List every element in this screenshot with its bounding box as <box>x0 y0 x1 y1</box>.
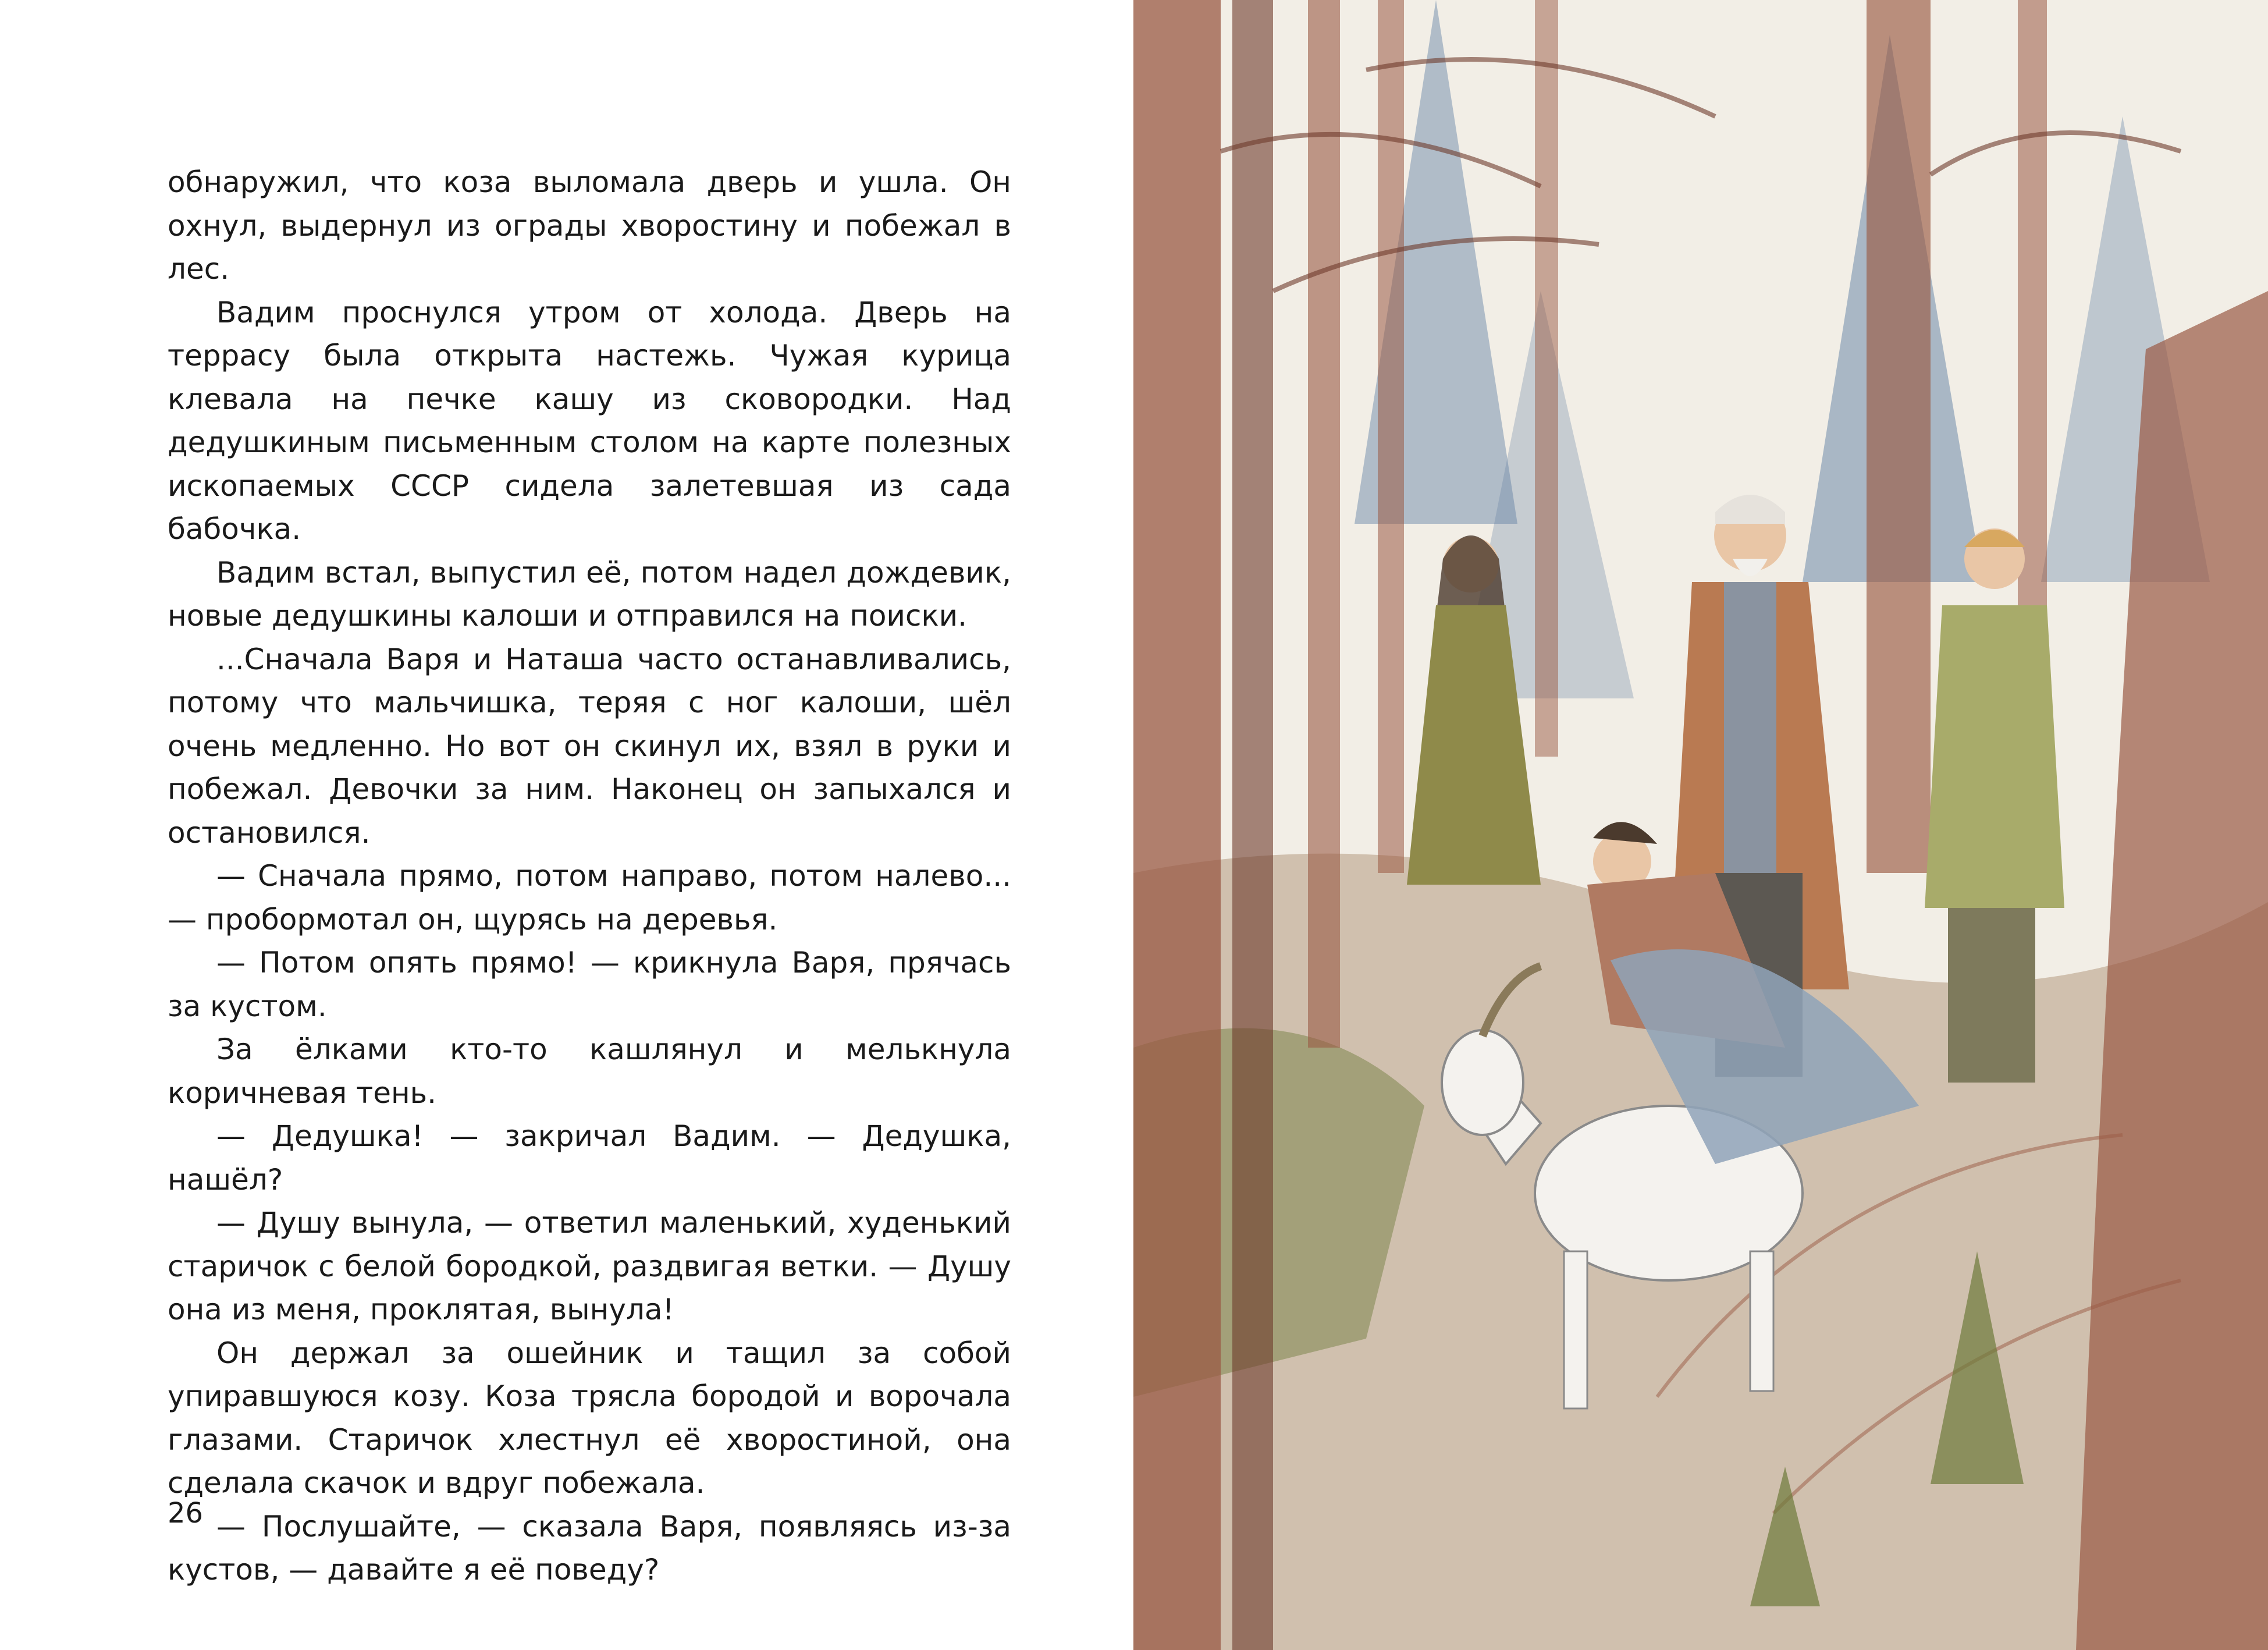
illustration-drawing <box>1133 0 2268 1650</box>
tree-trunk <box>1133 0 1221 1650</box>
paragraph: — Послушайте, — сказала Варя, появляясь из-за кустов, — давайте я её поведу? <box>168 1509 1011 1587</box>
paragraph: — Потом опять прямо! — крикнула Варя, прячась за кустом. <box>168 946 1011 1023</box>
paragraph: — Душу вынула, — ответил маленький, худенький старичок с белой бородкой, раздвигая ветки. — Душу она из меня, проклятая, вынула! <box>168 1206 1011 1326</box>
page-number: 26 <box>168 1497 204 1530</box>
paragraph: Он держал за ошейник и тащил за собой упиравшуюся козу. Коза трясла бородой и ворочала глазами. Старичок хлестнул её хворостиной, она сделала скачок и вдруг побежала. <box>168 1336 1011 1500</box>
tree-trunk <box>1232 0 1273 1650</box>
forest-illustration <box>1133 0 2268 1650</box>
tree-trunk <box>1308 0 1340 1048</box>
paragraph: Вадим проснулся утром от холода. Дверь на террасу была открыта настежь. Чужая курица клевала на печке кашу из сковородки. Над дедушкиным письменным столом на карте полезных ископаемых СССР сидела залетевшая из сада бабочка. <box>168 295 1011 546</box>
paragraph: За ёлками кто-то кашлянул и мелькнула коричневая тень. <box>168 1032 1011 1110</box>
text-page <box>0 0 1133 1650</box>
tree-trunk <box>1535 0 1558 757</box>
paragraph: Вадим встал, выпустил её, потом надел дождевик, новые дедушкины калоши и отправился на поиски. <box>168 555 1011 633</box>
tree-trunk <box>1378 0 1404 873</box>
text-block <box>168 161 1011 1592</box>
tree-trunk <box>1867 0 1931 873</box>
paragraph: ...Сначала Варя и Наташа часто останавливались, потому что мальчишка, теряя с ног калоши, шёл очень медленно. Но вот он скинул их, взял в руки и побежал. Девочки за ним. Наконец он запыхался и остановился. <box>168 642 1011 850</box>
paragraph: обнаружил, что коза выломала дверь и ушла. Он охнул, выдернул из ограды хворостину и побежал в лес. <box>168 165 1011 286</box>
paragraph: — Сначала прямо, потом направо, потом налево... — пробормотал он, щурясь на деревья. <box>168 859 1011 936</box>
paragraph: — Дедушка! — закричал Вадим. — Дедушка, нашёл? <box>168 1119 1011 1197</box>
